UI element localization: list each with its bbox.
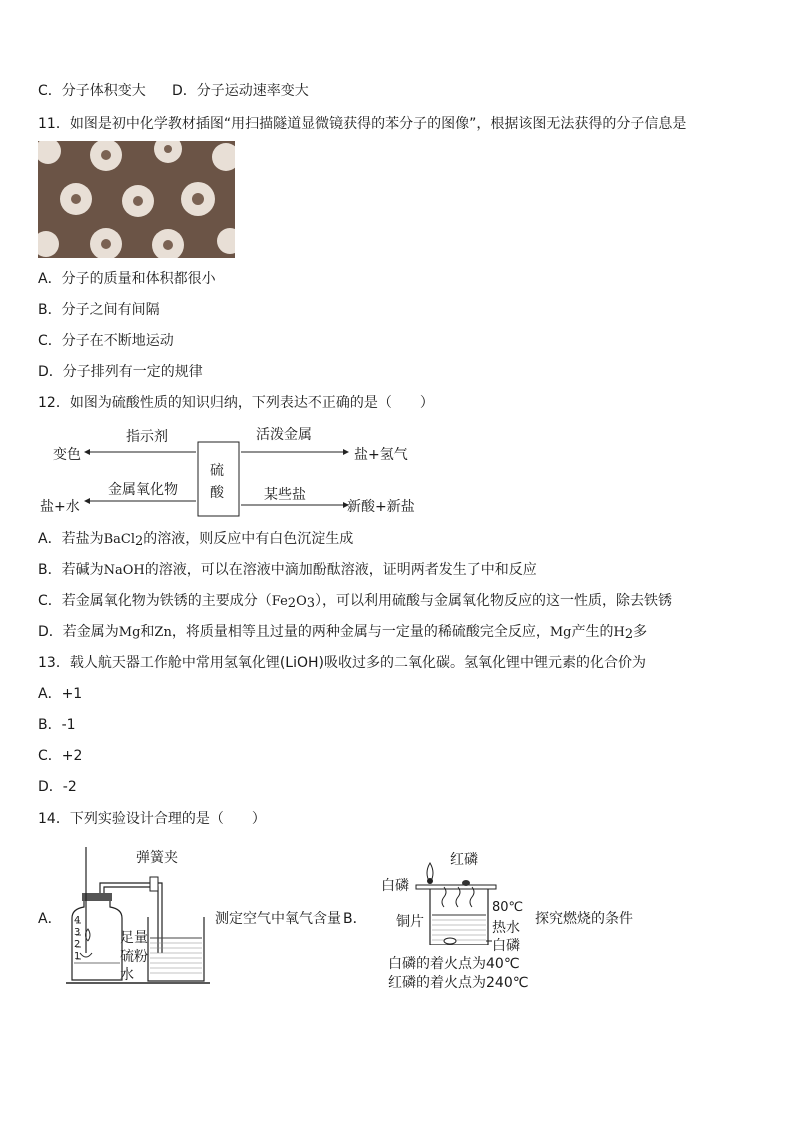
q12-stem: 12．如图为硫酸性质的知识归纳，下列表达不正确的是（ ） <box>38 395 434 411</box>
prev-option-c: C．分子体积变大 <box>38 83 146 99</box>
mark-2: 2 <box>74 939 81 950</box>
label-enough: 足量 <box>120 930 148 946</box>
label-red-phosphorus: 红磷 <box>450 852 478 868</box>
diagram-center-top: 硫 <box>210 463 224 479</box>
q12-option-c: C．若金属氧化物为铁锈的主要成分$(Fe_2O_3)$，可以利用硫酸与金属氧化物反应的这一性质，除去铁锈 <box>38 593 673 611</box>
result-new-acid-salt: 新酸+新盐 <box>347 499 415 515</box>
note-red-ignition: 红磷的着火点为240℃ <box>388 975 529 991</box>
fig-b-caption: 探究燃烧的条件 <box>535 911 633 927</box>
q13-option-b: B．-1 <box>38 717 76 733</box>
label-white-phosphorus: 白磷 <box>381 878 409 894</box>
fig-a-caption: 测定空气中氧气含量 <box>215 911 341 927</box>
q11-stem: 11．如图是初中化学教材插图“用扫描隧道显微镜获得的苯分子的图像”，根据该图无法获得的分子信息是 <box>38 116 687 132</box>
mark-4: 4 <box>74 915 81 926</box>
q13-stem: 13．载人航天器工作舱中常用氢氧化锂(LiOH)吸收过多的二氧化碳。氢氧化锂中锂元素的化合价为 <box>38 655 646 671</box>
benzene-stm-image <box>38 141 235 258</box>
label-temperature: 80℃ <box>492 900 524 915</box>
label-some-salts: 某些盐 <box>264 487 306 503</box>
result-salt-hydrogen: 盐+氢气 <box>354 447 408 463</box>
label-copper-plate: 铜片 <box>396 914 424 930</box>
q11-option-c: C．分子在不断地运动 <box>38 333 174 349</box>
diagram-center-bottom: 酸 <box>210 485 224 501</box>
result-color-change: 变色 <box>53 447 81 463</box>
combustion-conditions-apparatus <box>378 845 538 990</box>
label-metal-oxide: 金属氧化物 <box>108 482 178 498</box>
q12-option-a: A．若盐为BaCl$_2$的溶液，则反应中有白色沉淀生成 <box>38 531 354 549</box>
note-white-ignition: 白磷的着火点为40℃ <box>388 956 520 972</box>
q11-option-a: A．分子的质量和体积都很小 <box>38 271 216 287</box>
q13-option-c: C．+2 <box>38 748 83 764</box>
label-spring-clip: 弹簧夹 <box>136 850 178 866</box>
oxygen-content-apparatus <box>62 843 212 988</box>
q13-option-a: A．+1 <box>38 686 83 702</box>
label-indicator: 指示剂 <box>126 429 168 445</box>
label-white-phosphorus-water: 白磷 <box>492 938 520 954</box>
sulfuric-acid-diagram <box>38 420 418 520</box>
q14-option-b-label: B． <box>343 911 367 927</box>
result-salt-water: 盐+水 <box>40 499 80 515</box>
prev-option-d: D．分子运动速率变大 <box>172 83 309 99</box>
label-sulfur-powder: 硫粉 <box>120 949 148 965</box>
label-water: 水 <box>120 967 134 983</box>
q11-option-b: B．分子之间有间隔 <box>38 302 160 318</box>
q14-option-a-label: A． <box>38 911 62 927</box>
q13-option-d: D．-2 <box>38 779 77 795</box>
mark-3: 3 <box>74 927 81 938</box>
q11-option-d: D．分子排列有一定的规律 <box>38 364 203 380</box>
q12-option-d: D．若金属为Mg和Zn，将质量相等且过量的两种金属与一定量的稀硫酸完全反应，Mg产生的$H_2$多 <box>38 624 648 642</box>
label-active-metal: 活泼金属 <box>256 427 312 443</box>
q14-stem: 14．下列实验设计合理的是（ ） <box>38 811 266 827</box>
mark-1: 1 <box>74 951 81 962</box>
q12-option-b: B．若碱为NaOH的溶液，可以在溶液中滴加酚酞溶液，证明两者发生了中和反应 <box>38 562 537 578</box>
label-hot-water: 热水 <box>492 920 520 936</box>
